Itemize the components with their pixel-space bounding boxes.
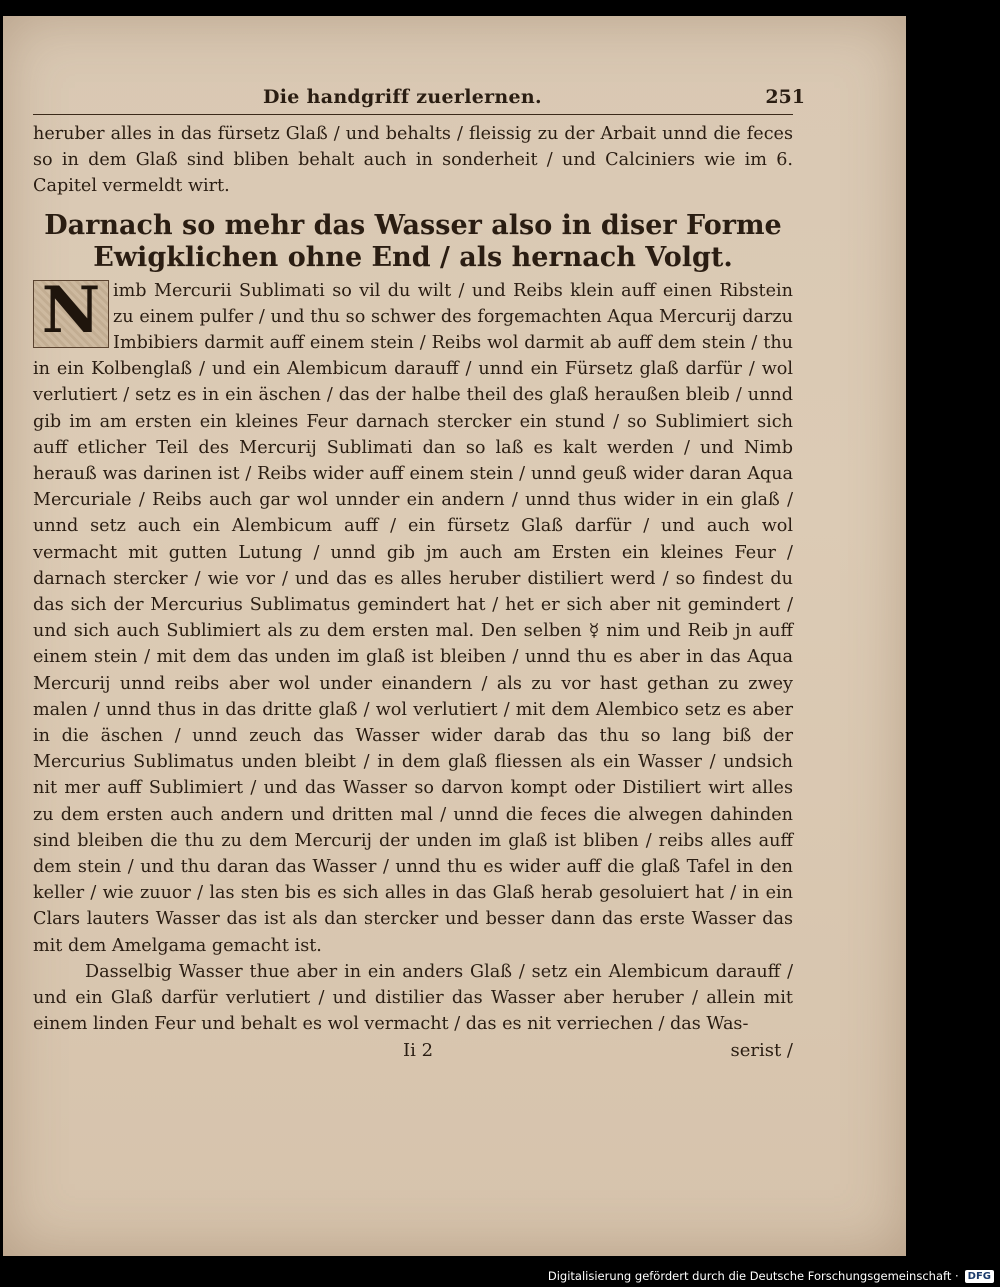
signature-mark: Ii 2	[403, 1039, 434, 1061]
running-title: Die handgriff zuerlernen.	[263, 86, 542, 108]
dfg-banner-text: Digitalisierung gefördert durch die Deutsche Forschungsgemeinschaft ·	[547, 1269, 959, 1283]
page-number: 251	[765, 86, 805, 108]
section-heading: Darnach so mehr das Wasser also in diser Forme Ewigklichen ohne End / als hernach Volgt.	[44, 209, 782, 273]
page-text-block	[33, 84, 805, 1070]
main-paragraph	[33, 272, 793, 959]
running-head	[33, 84, 805, 115]
book-page	[3, 16, 906, 1256]
dfg-funding-banner	[548, 1269, 994, 1283]
drop-cap-initial: N	[33, 280, 109, 348]
opening-paragraph: heruber alles in das fürsetz Glaß / und behalts / fleissig zu der Arbait unnd die feces so in dem Glaß sind bliben behalt auch in sonderheit / und Calciniers wie im 6. Capitel vermeldt wirt.	[33, 124, 793, 197]
page-footer	[33, 1040, 793, 1070]
closing-paragraph: Dasselbig Wasser thue aber in ein anders Glaß / setz ein Alembicum darauff / und ein Glaß darfür verlutiert / und distilier das Wasser aber heruber / allein mit einem linden Feur und behalt es wol vermacht / das es nit verriechen / das Was-	[33, 961, 793, 1035]
catchword: serist /	[730, 1039, 793, 1061]
dfg-logo-icon: DFG	[965, 1270, 994, 1283]
main-paragraph-text: imb Mercurii Sublimati so vil du wilt / und Reibs klein auff einen Ribstein zu einem pulfer / und thu so schwer des forgemachten Aqua Mercurij darzu Imbibiers darmit auff einem stein / Reibs wol darmit ab auff dem stein / thu in ein Kolbenglaß / und ein Alembicum darauff / unnd ein Fürsetz glaß darfür / wol verlutiert / setz es in ein äschen / das der halbe theil des glaß heraußen bleib / unnd gib im am ersten ein kleines Feur darnach stercker ein stund / so Sublimiert sich auff etlicher Teil des Mercurij Sublimati dan so laß es kalt werden / und Nimb herauß was darinen ist / Reibs wider auff einem stein / unnd geuß wider daran Aqua Mercuriale / Reibs auch gar wol unnder ein andern / unnd thus wider in ein glaß / unnd setz auch ein Alembicum auff / ein fürsetz Glaß darfür / und auch wol vermacht mit gutten Lutung / unnd gib jm auch am Ersten ein kleines Feur / darnach stercker / wie vor / und das es alles heruber distiliert werd / so findest du das sich der Mercurius Sublimatus gemindert hat / het er sich aber nit gemindert / und sich auch Sublimiert als zu dem ersten mal. Den selben ☿ nim und Reib jn auff einem stein / mit dem das unden im glaß ist bleiben / unnd thu es aber in das Aqua Mercurij unnd reibs aber wol under einandern / als zu vor hast gethan zu zwey malen / unnd thus in das dritte glaß / wol verlutiert / mit dem Alembico setz es aber in die äschen / unnd zeuch das Wasser wider darab das thu so lang biß der Mercurius Sublimatus unden bleibt / in dem glaß fliessen als ein Wasser / undsich nit mer auff Sublimiert / und das Wasser so darvon kompt oder Distiliert wirt alles zu dem ersten auch andern und dritten mal / unnd die feces die alwegen dahinden sind bleiben die thu zu dem Mercurij der unden im glaß ist bliben / reibs alles auff dem stein / und thu daran das Wasser / unnd thu es wider auff die glaß Tafel in den keller / wie zuuor / las sten bis es sich alles in das Glaß herab gesoluiert hat / in ein Clars lauters Wasser das ist als dan stercker und besser dann das erste Wasser das mit dem Amelgama gemacht ist.	[33, 280, 793, 956]
